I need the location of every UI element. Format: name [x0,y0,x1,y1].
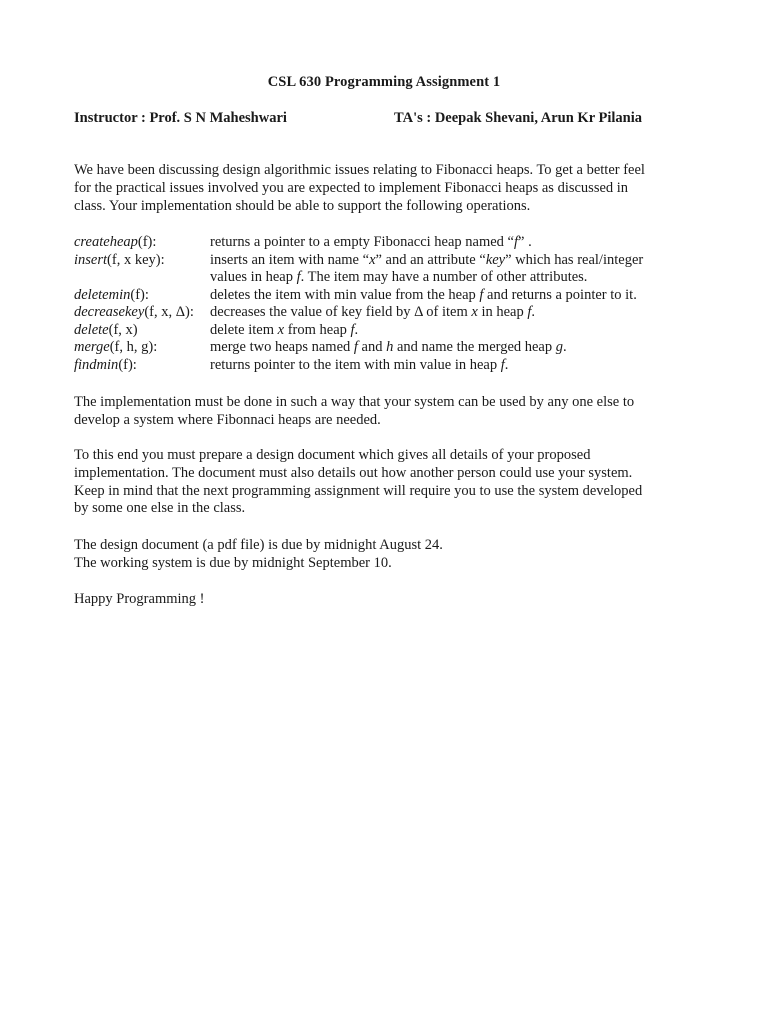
description-text: in heap [477,304,528,320]
description-italic: f [350,321,355,338]
description-text: and returns a pointer to it. [483,286,637,303]
design-paragraph [74,447,704,518]
description-italic: f [353,339,358,355]
operation-description [210,234,704,252]
operation-description [210,287,704,305]
operation-description [210,322,704,340]
tas-line: TA's : Deepak Shevani, Arun Kr Pilania [394,110,643,126]
description-text: . The item may have a number of other attributes. [300,269,588,285]
description-text: ” which has real/integer [505,251,644,268]
document-title: CSL 630 Programming Assignment 1 [267,74,501,90]
description-italic: f [500,356,505,373]
operation-signature [74,322,210,340]
operation-description [210,357,704,375]
description-italic: key [485,251,506,268]
operation-args: (f, x key): [107,251,165,268]
operation-signature [74,234,210,252]
description-italic: x [369,251,376,268]
deadline-line: The working system is due by midnight September 10. [74,554,392,571]
description-italic: h [386,339,394,355]
description-text: . [563,339,567,355]
operation-name: deletemin [74,286,131,303]
operation-args: (f): [118,356,137,373]
description-italic: x [277,321,285,338]
deadline-line: The design document (a pdf file) is due by midnight August 24. [74,537,443,553]
description-text: and name the merged heap [393,339,556,355]
operation-name: insert [74,251,108,268]
description-text: values in heap [210,269,297,285]
implementation-line: The implementation must be done in such a way that your system can be used by any one else to [74,394,635,410]
description-text: decreases the value of key field by Δ of item [210,304,472,320]
description-text: . [531,304,535,320]
description-italic: g [555,339,563,355]
description-text: ” . [518,234,532,250]
description-text: inserts an item with name “ [210,251,370,268]
description-text: returns pointer to the item with min value in heap [210,356,501,373]
operation-continuation [74,269,704,287]
description-text: merge two heaps named [210,339,354,355]
operation-args: (f): [137,234,157,250]
design-line: Keep in mind that the next programming assignment will require you to use the system developed [74,482,643,499]
description-italic: f [527,304,532,320]
operation-args: (f, h, g): [109,339,158,355]
operation-description [210,339,704,357]
intro-paragraph [74,162,704,215]
description-italic: x [471,304,478,320]
description-text: from heap [284,321,351,338]
intro-line: class. Your implementation should be able to support the following operations. [74,197,531,214]
operation-name: decreasekey [74,304,145,320]
operation-signature [74,339,210,357]
design-line: implementation. The document must also details out how another person could use your system. [74,464,633,481]
description-text: . [504,356,509,373]
description-text: and [357,339,387,355]
implementation-line: develop a system where Fibonnaci heaps are needed. [74,411,381,428]
operation-row [74,322,704,340]
operation-description [210,304,704,322]
operation-name: merge [74,339,110,355]
description-text: returns a pointer to a empty Fibonacci heap named “ [210,234,514,250]
operation-name: createheap [74,234,138,250]
operation-row [74,339,704,357]
implementation-paragraph [74,394,704,430]
operation-row [74,287,704,305]
operation-name: delete [74,321,109,338]
operation-row [74,304,704,322]
description-italic: f [479,286,484,303]
description-text: delete item [210,321,278,338]
operation-row [74,252,704,270]
operation-description [210,252,704,270]
operation-args: (f): [130,286,149,303]
description-italic: f [296,269,301,285]
operation-signature [74,287,210,305]
intro-line: We have been discussing design algorithmic issues relating to Fibonacci heaps. To get a better feel [74,162,645,178]
closing-line: Happy Programming ! [74,591,205,607]
description-text: deletes the item with min value from the heap [210,286,480,303]
design-line: To this end you must prepare a design document which gives all details of your proposed [74,447,591,463]
operation-row [74,234,704,252]
description-text: . [354,321,359,338]
operations-list [74,234,704,374]
operation-name: findmin [74,356,119,373]
operation-args: (f, x) [108,321,138,338]
description-italic: f [514,234,519,250]
operation-signature [74,304,210,322]
operation-args: (f, x, Δ): [144,304,194,320]
deadline-paragraph [74,537,704,573]
intro-line: for the practical issues involved you are expected to implement Fibonacci heaps as discussed in [74,179,629,196]
instructor-line: Instructor : Prof. S N Maheshwari [74,110,287,126]
design-line: by some one else in the class. [74,500,246,517]
description-text: ” and an attribute “ [375,251,486,268]
operation-row [74,357,704,375]
operation-signature [74,357,210,375]
operation-signature [74,252,210,270]
